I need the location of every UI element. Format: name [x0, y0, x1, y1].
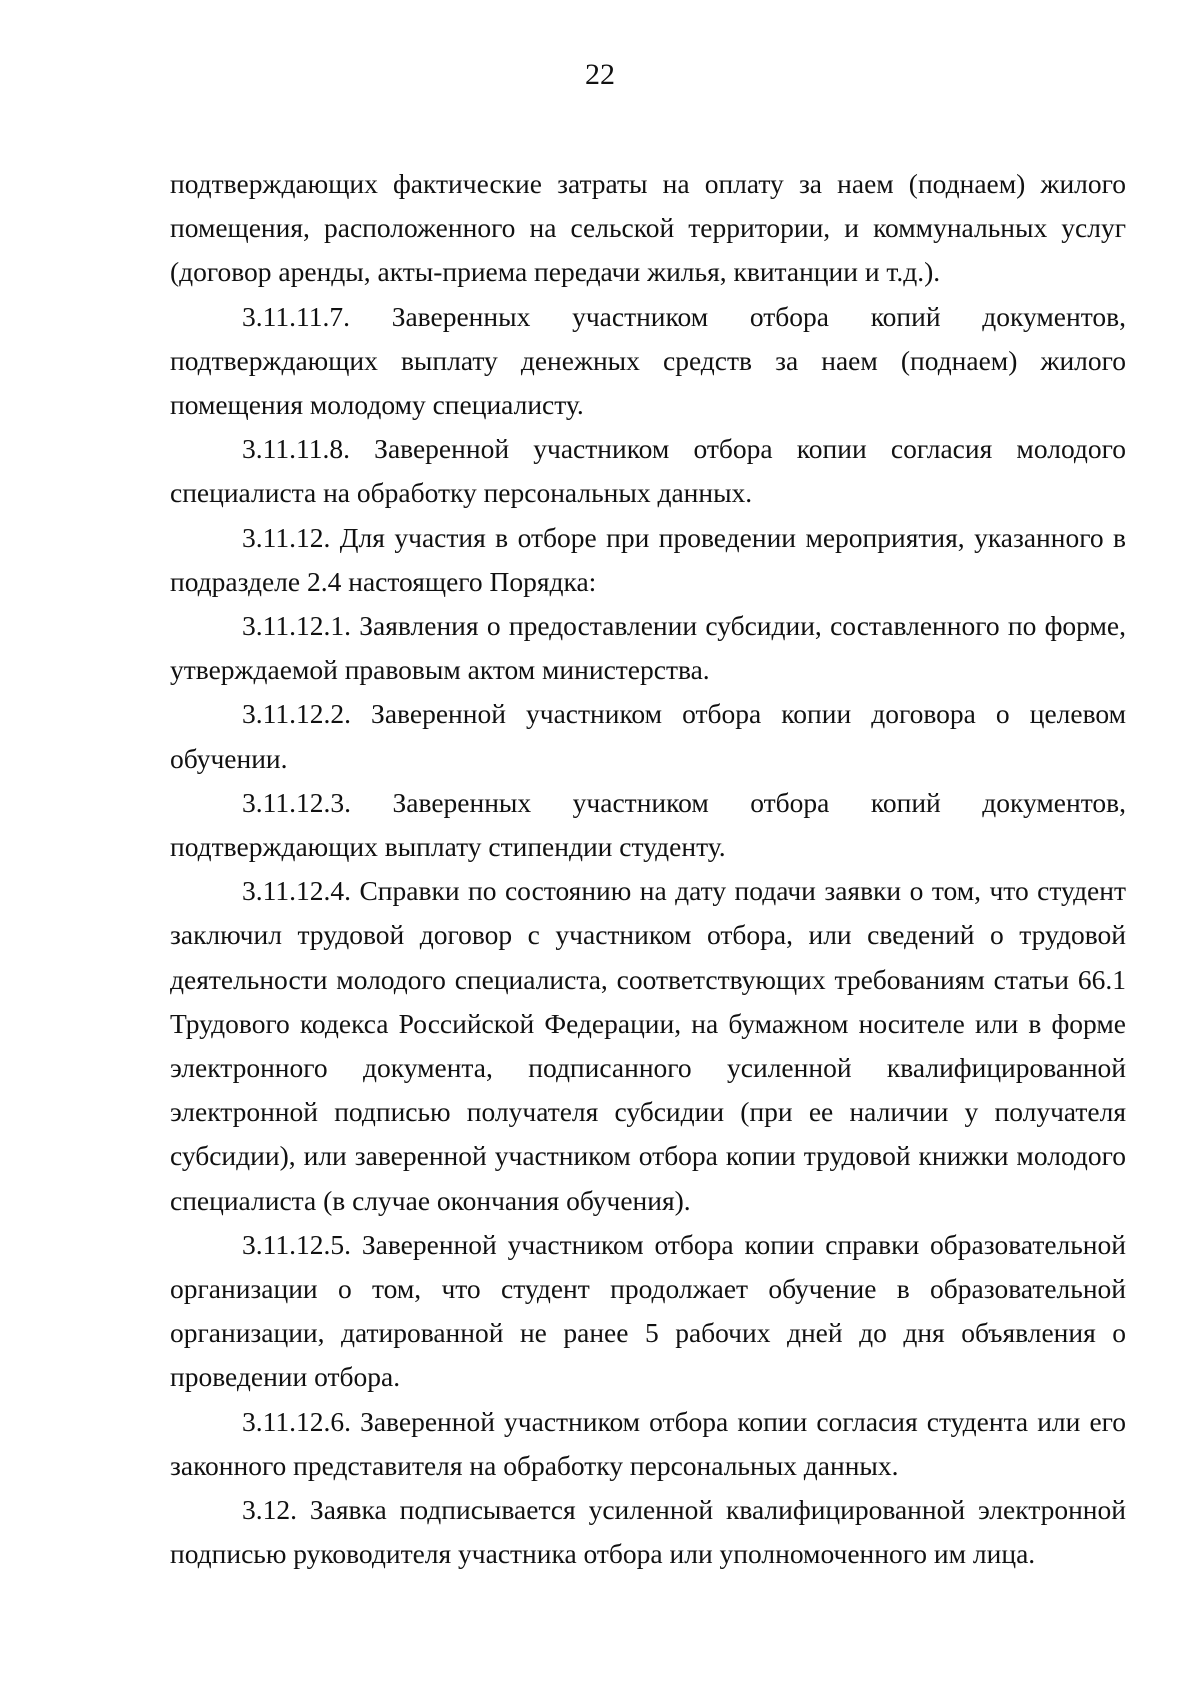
paragraph-3-11-12-4: 3.11.12.4. Справки по состоянию на дату подачи заявки о том, что студент заключил трудовой договор с участником отбора, или сведений о трудовой деятельности молодого специалиста, соответствующих требованиям статьи 66.1 Трудового кодекса Российской Федерации, на бумажном носителе или в форме электронного документа, подписанного усиленной квалифицированной электронной подписью получателя субсидии (при ее наличии у получателя субсидии), или заверенной участником отбора копии трудовой книжки молодого специалиста (в случае окончания обучения).	[170, 875, 1126, 1216]
paragraph-continuation: подтверждающих фактические затраты на оплату за наем (поднаем) жилого помещения, расположенного на сельской территории, и коммунальных услуг (договор аренды, акты-приема передачи жилья, квитанции и т.д.).	[170, 168, 1126, 288]
paragraph-3-11-12-5: 3.11.12.5. Заверенной участником отбора копии справки образовательной организации о том, что студент продолжает обучение в образовательной организации, датированной не ранее 5 рабочих дней до дня объявления о проведении отбора.	[170, 1228, 1126, 1393]
page-number: 22	[585, 58, 615, 91]
paragraph-3-11-11-8: 3.11.11.8. Заверенной участником отбора копии согласия молодого специалиста на обработку персональных данных.	[170, 433, 1126, 509]
paragraph-3-11-12-6: 3.11.12.6. Заверенной участником отбора копии согласия студента или его законного представителя на обработку персональных данных.	[170, 1405, 1126, 1481]
paragraph-3-11-12-3: 3.11.12.3. Заверенных участником отбора копий документов, подтверждающих выплату стипендии студенту.	[170, 786, 1126, 863]
paragraph-3-11-12: 3.11.12. Для участия в отборе при проведении мероприятия, указанного в подразделе 2.4 настоящего Порядка:	[170, 521, 1126, 597]
paragraph-3-11-12-2: 3.11.12.2. Заверенной участником отбора копии договора о целевом обучении.	[170, 698, 1126, 774]
paragraph-3-12: 3.12. Заявка подписывается усиленной квалифицированной электронной подписью руководителя участника отбора или уполномоченного им лица.	[170, 1494, 1126, 1570]
document-body	[170, 162, 1126, 1577]
paragraph-3-11-11-7: 3.11.11.7. Заверенных участником отбора копий документов, подтверждающих выплату денежных средств за наем (поднаем) жилого помещения молодому специалисту.	[170, 300, 1126, 421]
paragraph-3-11-12-1: 3.11.12.1. Заявления о предоставлении субсидии, составленного по форме, утверждаемой правовым актом министерства.	[170, 610, 1126, 686]
